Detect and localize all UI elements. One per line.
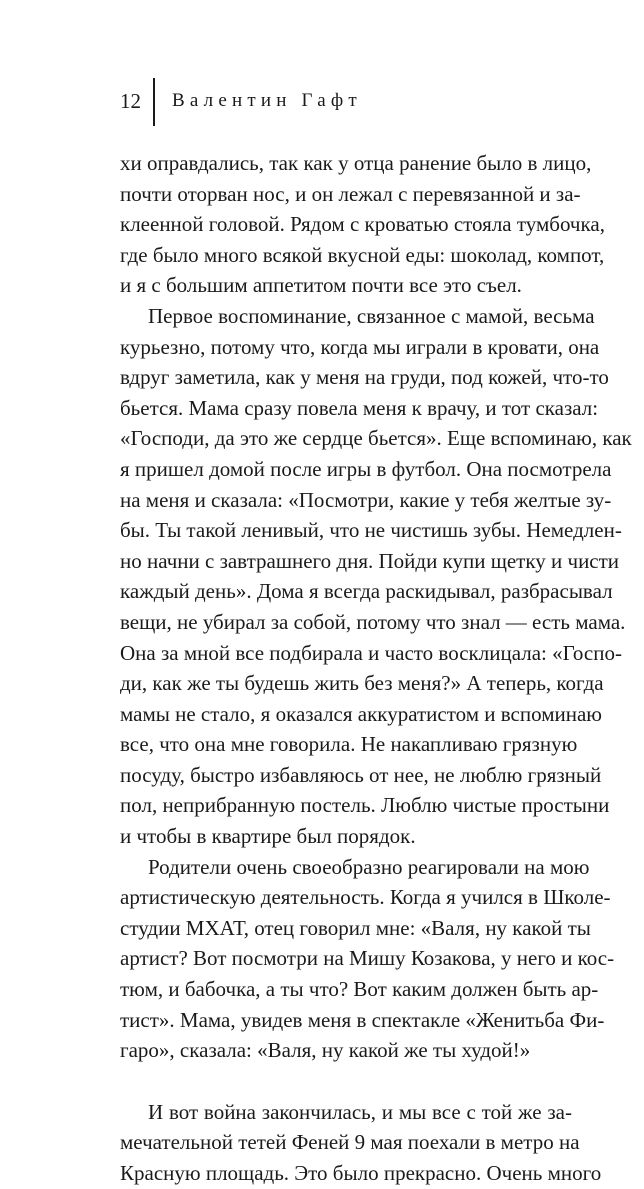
text-line: Первое воспоминание, связанное с мамой, весьма	[148, 303, 595, 328]
text-line: пол, неприбранную постель. Люблю чистые простыни	[120, 793, 610, 818]
text-line: Она за мной все подбирала и часто восклицала: «Госпо-	[120, 640, 622, 665]
text-line: ди, как же ты будешь жить без меня?» А теперь, когда	[120, 671, 604, 696]
text-line: но начни с завтрашнего дня. Пойди купи щетку и чисти	[120, 548, 620, 573]
text-line: «Господи, да это же сердце бьется». Еще вспоминаю, как	[120, 426, 632, 451]
text-line: вещи, не убирал за собой, потому что знал — есть мама.	[120, 609, 626, 634]
text-line: артистическую деятельность. Когда я учился в Школе-	[120, 885, 611, 910]
text-line: артист? Вот посмотри на Мишу Козакова, у него и кос-	[120, 946, 615, 971]
text-line: где было много всякой вкусной еды: шоколад, компот,	[120, 242, 605, 267]
text-line: и чтобы в квартире был порядок.	[120, 824, 416, 849]
text-line: Родители очень своеобразно реагировали на мою	[148, 854, 590, 879]
text-line: и я с большим аппетитом почти все это съел.	[120, 273, 522, 298]
text-line: вдруг заметила, как у меня на груди, под кожей, что-то	[120, 365, 609, 390]
text-line: каждый день». Дома я всегда раскидывал, разбрасывал	[120, 579, 613, 604]
page-number: 12	[120, 89, 141, 113]
text-line: посуду, быстро избавляюсь от нее, не люблю грязный	[120, 762, 602, 787]
text-line: тист». Мама, увидев меня в спектакле «Женитьба Фи-	[120, 1007, 605, 1032]
text-line: гаро», сказала: «Валя, ну какой же ты худой!»	[120, 1038, 531, 1063]
text-line: бьется. Мама сразу повела меня к врачу, и тот сказал:	[120, 395, 599, 420]
text-line: почти оторван нос, и он лежал с перевязанной и за-	[120, 181, 581, 206]
text-line: бы. Ты такой ленивый, что не чистишь зубы. Немедлен-	[120, 518, 622, 543]
text-line: на меня и сказала: «Посмотри, какие у тебя желтые зу-	[120, 487, 612, 512]
text-line: И вот война закончилась, и мы все с той же за-	[148, 1099, 572, 1124]
text-line: студии МХАТ, отец говорил мне: «Валя, ну какой ты	[120, 915, 591, 940]
text-line: Красную площадь. Это было прекрасно. Очень много	[120, 1161, 602, 1185]
text-line: все, что она мне говорила. Не накапливаю грязную	[120, 732, 578, 757]
text-line: тюм, и бабочка, а ты что? Вот каким должен быть ар-	[120, 977, 599, 1002]
text-line: курьезно, потому что, когда мы играли в кровати, она	[120, 334, 600, 359]
text-line: мечательной тетей Феней 9 мая поехали в метро на	[120, 1130, 580, 1155]
section-break	[120, 1066, 572, 1097]
text-line: хи оправдались, так как у отца ранение было в лицо,	[120, 151, 592, 175]
header-divider	[153, 78, 155, 126]
text-line: я пришел домой после игры в футбол. Она посмотрела	[120, 456, 612, 481]
running-head: Валентин Гафт	[172, 90, 362, 111]
text-line: клеенной головой. Рядом с кроватью стояла тумбочка,	[120, 212, 605, 237]
text-line: мамы не стало, я оказался аккуратистом и вспоминаю	[120, 701, 602, 726]
body-text	[120, 148, 632, 1189]
